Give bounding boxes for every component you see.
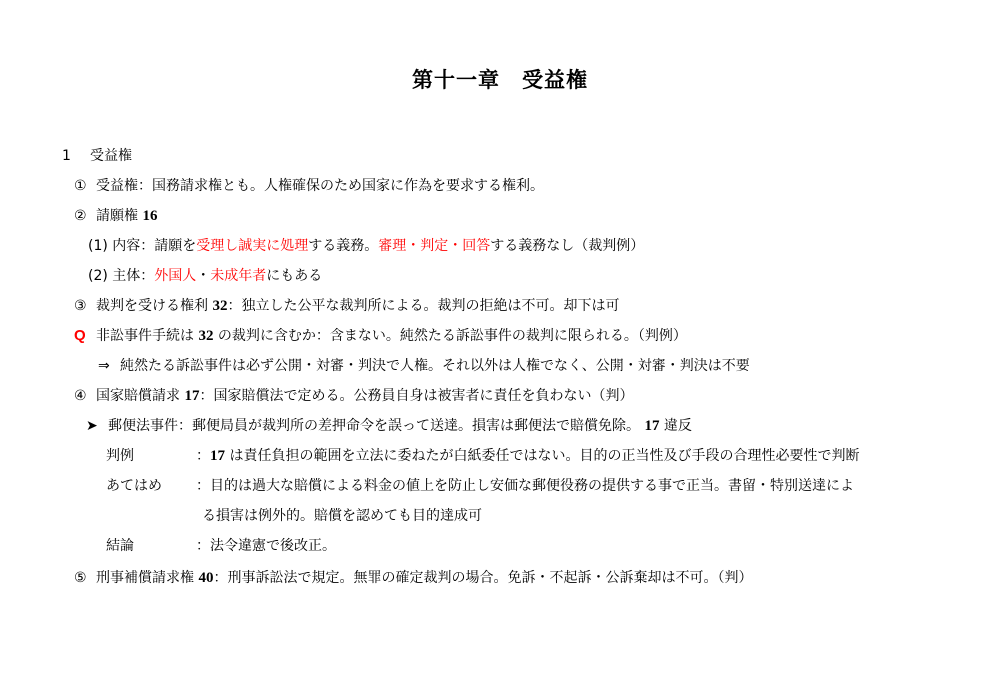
arrow-icon: ⇒: [98, 358, 110, 374]
case-row-application-continued: [202, 506, 482, 526]
article-number: 40: [198, 570, 214, 586]
item-marker: ④: [74, 388, 87, 404]
item-5: [74, 568, 752, 588]
item-label: 国家賠償請求: [96, 388, 180, 404]
item-text: ：独立した公平な裁判所による。裁判の拒絶は不可。却下は可: [227, 298, 620, 314]
item-marker: ⑤: [74, 570, 87, 586]
question-answer: の裁判に含むか：含まない。純然たる訴訟事件の裁判に限られる。（判例）: [217, 328, 687, 344]
item-marker: ②: [74, 208, 87, 224]
highlight-text: 未成年者: [210, 268, 267, 284]
subitem-subject: [88, 266, 322, 286]
highlight-text: 外国人: [154, 268, 197, 284]
question-text: 非訟事件手続は: [96, 328, 194, 344]
question-icon: Q: [74, 327, 86, 344]
item-2: [74, 206, 157, 226]
row-text: 目的は過大な賠償による料金の値上を防止し安価な郵便役務の提供する事で正当。書留・特別送達によ: [210, 478, 854, 494]
chapter-title: [0, 64, 1000, 94]
article-number: 17: [184, 388, 200, 404]
row-colon: ：: [196, 478, 210, 494]
article-number: 16: [142, 208, 158, 224]
row-colon: ：: [196, 448, 210, 464]
case-row-conclusion: [106, 536, 336, 556]
row-text: る損害は例外的。賠償を認めても目的達成可: [202, 508, 482, 524]
subitem-marker: (1): [88, 238, 108, 254]
row-text: 法令違憲で後改正。: [210, 538, 336, 554]
article-number: 32: [198, 328, 214, 344]
case-row-application: [106, 476, 854, 496]
row-colon: ：: [196, 538, 210, 554]
highlight-text: 審理・判定・回答: [378, 238, 491, 254]
section-title: 受益権: [90, 148, 132, 164]
chapter-number: 第十一章: [412, 68, 500, 92]
item-label: 受益権: [96, 178, 138, 194]
item-3: [74, 296, 619, 316]
case-row-precedent: [106, 446, 859, 466]
highlight-text: 受理し誠実に処理: [196, 238, 309, 254]
subitem-text: する義務なし（裁判例）: [490, 238, 645, 254]
row-label: 結論: [106, 538, 134, 554]
subitem-text: ・: [196, 268, 211, 284]
row-text: は責任負担の範囲を立法に委ねたが白紙委任ではない。目的の正当性及び手段の合理性必要性で判断: [229, 448, 860, 464]
case-text: 郵便法事件：郵便局員が裁判所の差押命令を誤って送達。損害は郵便法で賠償免除。: [108, 418, 640, 434]
subitem-text: する義務。: [308, 238, 379, 254]
question-line: [74, 326, 687, 346]
item-1: [74, 176, 544, 196]
arrow-line: [98, 356, 750, 376]
row-label: あてはめ: [106, 478, 162, 494]
article-number: 17: [644, 418, 660, 434]
item-text: ：刑事訴訟法で規定。無罪の確定裁判の場合。免訴・不起訴・公訴棄却は不可。（判）: [213, 570, 753, 586]
item-label: 刑事補償請求権: [96, 570, 194, 586]
item-4: [74, 386, 633, 406]
item-label: 請願権: [96, 208, 138, 224]
row-label: 判例: [106, 448, 134, 464]
item-text: ：国務請求権とも。人権確保のため国家に作為を要求する権利。: [138, 178, 544, 194]
case-line: [86, 416, 692, 436]
bullet-arrow-icon: ➤: [86, 418, 98, 434]
article-number: 17: [210, 448, 225, 464]
chapter-name: 受益権: [522, 68, 588, 92]
subitem-content: [88, 236, 644, 256]
subitem-marker: (2): [88, 268, 108, 284]
section-number: 1: [62, 148, 71, 164]
item-marker: ①: [74, 178, 87, 194]
arrow-text: 純然たる訴訟事件は必ず公開・対審・判決で人権。それ以外は人権でなく、公開・対審・判決は不要: [120, 358, 750, 374]
subitem-text: にもある: [266, 268, 323, 284]
subitem-label: 主体：: [112, 268, 155, 284]
section-heading: [62, 146, 132, 166]
article-number: 32: [212, 298, 228, 314]
item-marker: ③: [74, 298, 87, 314]
item-label: 裁判を受ける権利: [96, 298, 208, 314]
case-text-tail: 違反: [663, 418, 692, 434]
item-text: ：国家賠償法で定める。公務員自身は被害者に責任を負わない（判）: [199, 388, 634, 404]
subitem-label: 内容：請願を: [112, 238, 197, 254]
